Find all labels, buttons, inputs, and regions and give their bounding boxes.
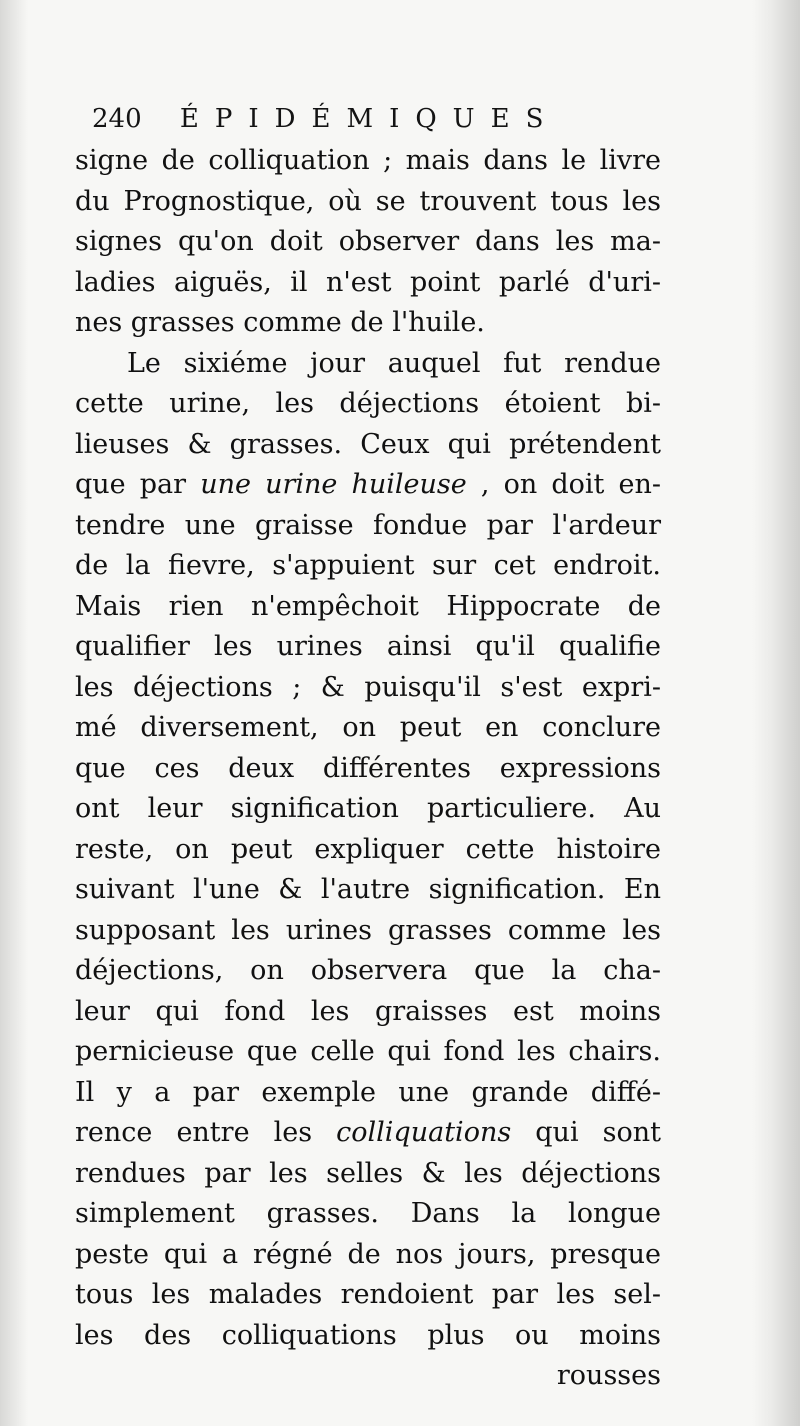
text-line: reste, on peut expliquer cette histoire bbox=[75, 833, 661, 865]
paragraph-start-line: Le sixiéme jour auquel fut rendue bbox=[127, 347, 661, 379]
text-line: tous les malades rendoient par les sel- bbox=[75, 1279, 661, 1310]
page-header bbox=[92, 104, 592, 144]
text-segment: , on doit en- bbox=[466, 469, 661, 500]
text-line: tendre une graisse fondue par l'ardeur bbox=[75, 509, 661, 541]
text-line: que ces deux différentes expressions bbox=[75, 752, 661, 784]
page-gutter-shadow bbox=[0, 0, 28, 1426]
page-edge-shadow bbox=[752, 0, 800, 1426]
text-line: mé diversement, on peut en conclure bbox=[75, 712, 661, 743]
text-line-with-italic bbox=[75, 1113, 661, 1154]
catchword: rousses bbox=[556, 1360, 661, 1391]
text-line: cette urine, les déjections étoient bi- bbox=[75, 388, 661, 419]
text-line: rendues par les selles & les déjections bbox=[75, 1157, 661, 1189]
text-line-with-italic bbox=[75, 465, 661, 506]
text-line: suivant l'une & l'autre signification. En bbox=[75, 874, 661, 905]
text-line: lieuses & grasses. Ceux qui prétendent bbox=[75, 428, 661, 460]
text-segment: rence entre les bbox=[75, 1117, 337, 1148]
text-line: Il y a par exemple une grande diffé- bbox=[75, 1076, 661, 1108]
text-line: pernicieuse que celle qui fond les chairs. bbox=[75, 1036, 661, 1067]
text-line: les des colliquations plus ou moins bbox=[75, 1319, 661, 1351]
text-line: signe de colliquation ; mais dans le livre bbox=[75, 145, 661, 176]
text-segment: que par bbox=[75, 469, 201, 500]
body-text bbox=[75, 141, 661, 1397]
italic-phrase: une urine huileuse bbox=[200, 469, 467, 500]
text-line: leur qui fond les graisses est moins bbox=[75, 995, 661, 1027]
text-line: nes grasses comme de l'huile. bbox=[75, 307, 485, 338]
text-line: ladies aiguës, il n'est point parlé d'uri- bbox=[75, 266, 661, 298]
text-line: ont leur signification particuliere. Au bbox=[75, 793, 661, 824]
text-segment: qui sont bbox=[511, 1117, 661, 1148]
page-number: 240 bbox=[92, 104, 142, 134]
text-line: les déjections ; & puisqu'il s'est expri- bbox=[75, 671, 661, 703]
text-line: déjections, on observera que la cha- bbox=[75, 955, 661, 986]
text-line: signes qu'on doit observer dans les ma- bbox=[75, 226, 661, 257]
text-line: du Prognostique, où se trouvent tous les bbox=[75, 185, 661, 217]
text-line: supposant les urines grasses comme les bbox=[75, 914, 661, 946]
text-line: de la fievre, s'appuient sur cet endroit. bbox=[75, 550, 661, 581]
text-line: simplement grasses. Dans la longue bbox=[75, 1198, 661, 1229]
italic-phrase: colliquations bbox=[336, 1117, 512, 1148]
running-head: ÉPIDÉMIQUES bbox=[179, 104, 560, 134]
text-line: peste qui a régné de nos jours, presque bbox=[75, 1238, 661, 1270]
text-line: Mais rien n'empêchoit Hippocrate de bbox=[75, 590, 661, 622]
text-line: qualifier les urines ainsi qu'il qualifie bbox=[75, 631, 661, 662]
